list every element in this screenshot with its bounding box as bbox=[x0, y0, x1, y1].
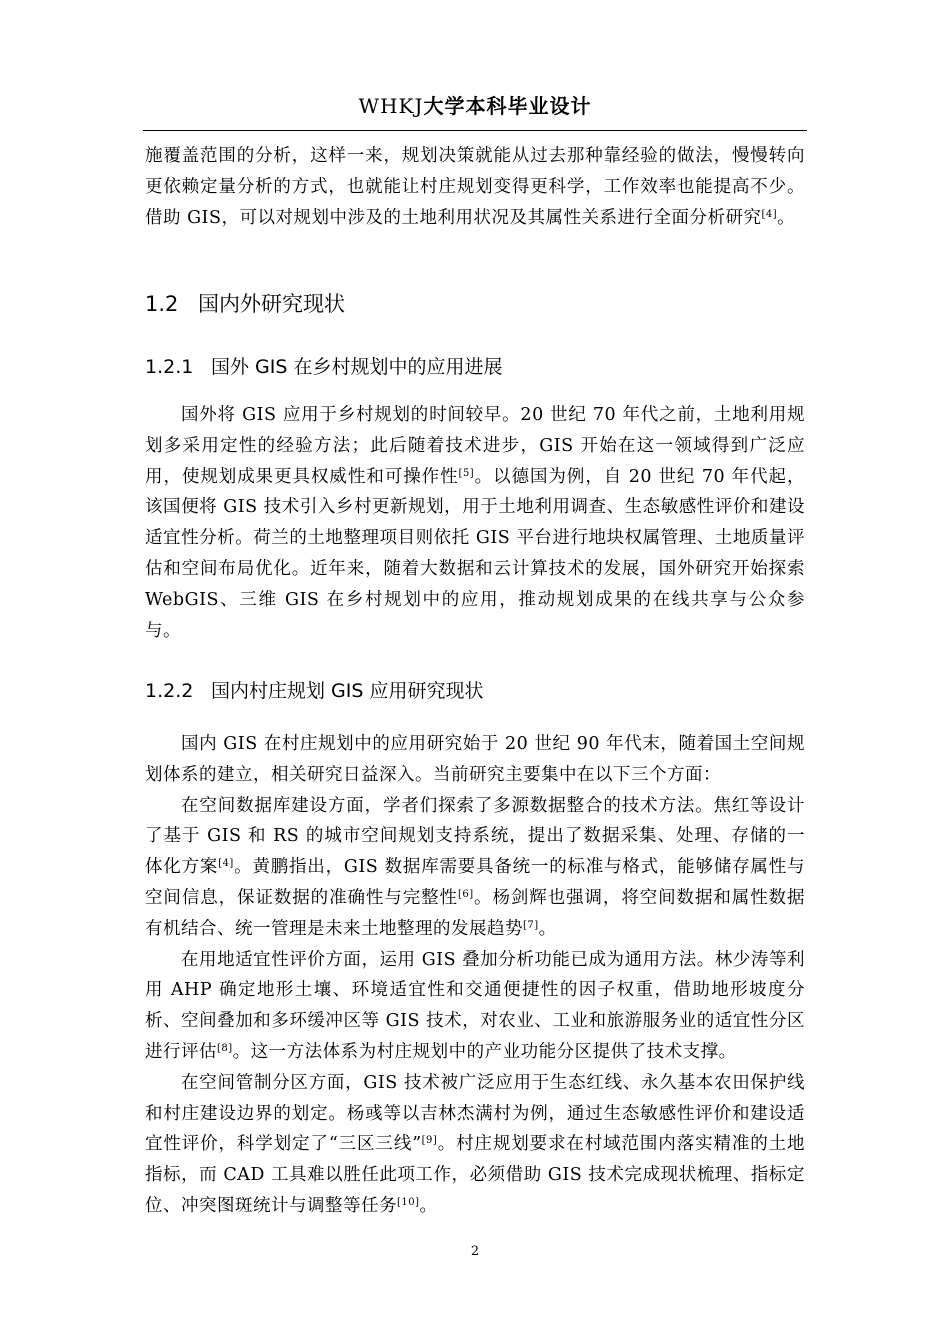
header-prefix: WHKJ bbox=[358, 94, 424, 118]
citation: [7] bbox=[523, 919, 539, 931]
paragraph-text: 国内 GIS 在村庄规划中的应用研究始于 20 世纪 90 年代末，随着国土空间规划体系的建立，相关研究日益深入。当前研究主要集中在以下三个方面： bbox=[145, 734, 805, 785]
citation: [9] bbox=[421, 1135, 438, 1147]
section-number: 1.2.1 bbox=[145, 356, 194, 378]
paragraph-text: 。以德国为例，自 20 世纪 70 年代起，该国便将 GIS 技术引入乡村更新规划，用于土地利用调查、生态敏感性评价和建设适宜性分析。荷兰的土地整理项目则依托 GIS 平台进行地块权属管理、土地质量评估和空间布局优化。近年来，随着大数据和云计算技术的发展，国外研究开始探索 WebGIS、三维 GIS 在乡村规划中的应用，推动规划成果的在线共享与公众参与。 bbox=[145, 466, 805, 641]
page-number: 2 bbox=[470, 1244, 480, 1259]
citation: [4] bbox=[761, 208, 778, 220]
paragraph-text: 。黄鹏指出，GIS 数据库需要具备统一的标准与格式，能够储存属性与空间信息，保证数据的准确性与完整性 bbox=[145, 857, 805, 908]
section-heading-1-2 bbox=[145, 289, 345, 319]
paragraph-text: 在用地适宜性评价方面，运用 GIS 叠加分析功能已成为通用方法。林少涛等利用 AHP 确定地形土壤、环境适宜性和交通便捷性的因子权重，借助地形坡度分析、空间叠加和多环缓冲区等 GIS 技术，对农业、工业和旅游服务业的适宜性分区进行评估 bbox=[145, 949, 805, 1062]
running-header bbox=[0, 92, 950, 120]
paragraph-text: 。这一方法体系为村庄规划中的产业功能分区提供了技术支撑。 bbox=[232, 1041, 737, 1062]
intro-text: 施覆盖范围的分析，这样一来，规划决策就能从过去那种靠经验的做法，慢慢转向更依赖定量分析的方式，也就能让村庄规划变得更科学，工作效率也能提高不少。借助 GIS，可以对规划中涉及的土地利用状况及其属性关系进行全面分析研究 bbox=[145, 146, 805, 228]
header-title: 大学本科毕业设计 bbox=[423, 94, 592, 118]
citation: [6] bbox=[457, 888, 474, 900]
paragraph-text: 在空间数据库建设方面，学者们探索了多源数据整合的技术方法。焦红等设计了基于 GIS 和 RS 的城市空间规划支持系统，提出了数据采集、处理、存储的一体化方案 bbox=[145, 795, 805, 878]
paragraph-text: 。 bbox=[538, 918, 557, 939]
body-paragraph bbox=[145, 945, 805, 1068]
header-divider bbox=[143, 130, 807, 131]
citation: [4] bbox=[218, 858, 234, 870]
section-heading-1-2-1 bbox=[145, 353, 502, 381]
section-title: 国内外研究现状 bbox=[198, 292, 345, 316]
paragraph-text: 在空间管制分区方面，GIS 技术被广泛应用于生态红线、永久基本农田保护线和村庄建设边界的划定。杨彧等以吉林杰满村为例，通过生态敏感性评价和建设适宜性评价，科学划定了“三区三线” bbox=[145, 1072, 805, 1155]
body-paragraph bbox=[145, 729, 805, 791]
paragraph-text: 。杨剑辉也强调，将空间数据和属性数据有机结合、统一管理是未来土地整理的发展趋势 bbox=[145, 887, 806, 939]
citation: [10] bbox=[397, 1196, 420, 1208]
citation: [8] bbox=[217, 1042, 233, 1054]
body-paragraph bbox=[145, 791, 805, 945]
paragraph-text: 国外将 GIS 应用于乡村规划的时间较早。20 世纪 70 年代之前，土地利用规划多采用定性的经验方法；此后随着技术进步，GIS 开始在这一领域得到广泛应用，使规划成果更具权威性和可操作性 bbox=[145, 405, 805, 487]
section-1-2-2-body bbox=[145, 729, 805, 1222]
paragraph-text: 。村庄规划要求在村域范围内落实精准的土地指标，而 CAD 工具难以胜任此项工作，必须借助 GIS 技术完成现状梳理、指标定位、冲突图斑统计与调整等任务 bbox=[145, 1134, 805, 1216]
section-number: 1.2.2 bbox=[145, 680, 194, 702]
intro-paragraph bbox=[145, 141, 805, 233]
section-1-2-1-body bbox=[145, 400, 805, 646]
intro-tail: 。 bbox=[777, 207, 796, 228]
paragraph-text: 。 bbox=[419, 1195, 438, 1216]
intro-block bbox=[145, 141, 805, 233]
section-title: 国外 GIS 在乡村规划中的应用进展 bbox=[211, 356, 503, 378]
section-title: 国内村庄规划 GIS 应用研究现状 bbox=[211, 680, 484, 702]
section-number: 1.2 bbox=[145, 292, 179, 316]
body-paragraph bbox=[145, 1068, 805, 1222]
body-paragraph bbox=[145, 400, 805, 646]
citation: [5] bbox=[458, 467, 475, 479]
section-heading-1-2-2 bbox=[145, 677, 483, 705]
